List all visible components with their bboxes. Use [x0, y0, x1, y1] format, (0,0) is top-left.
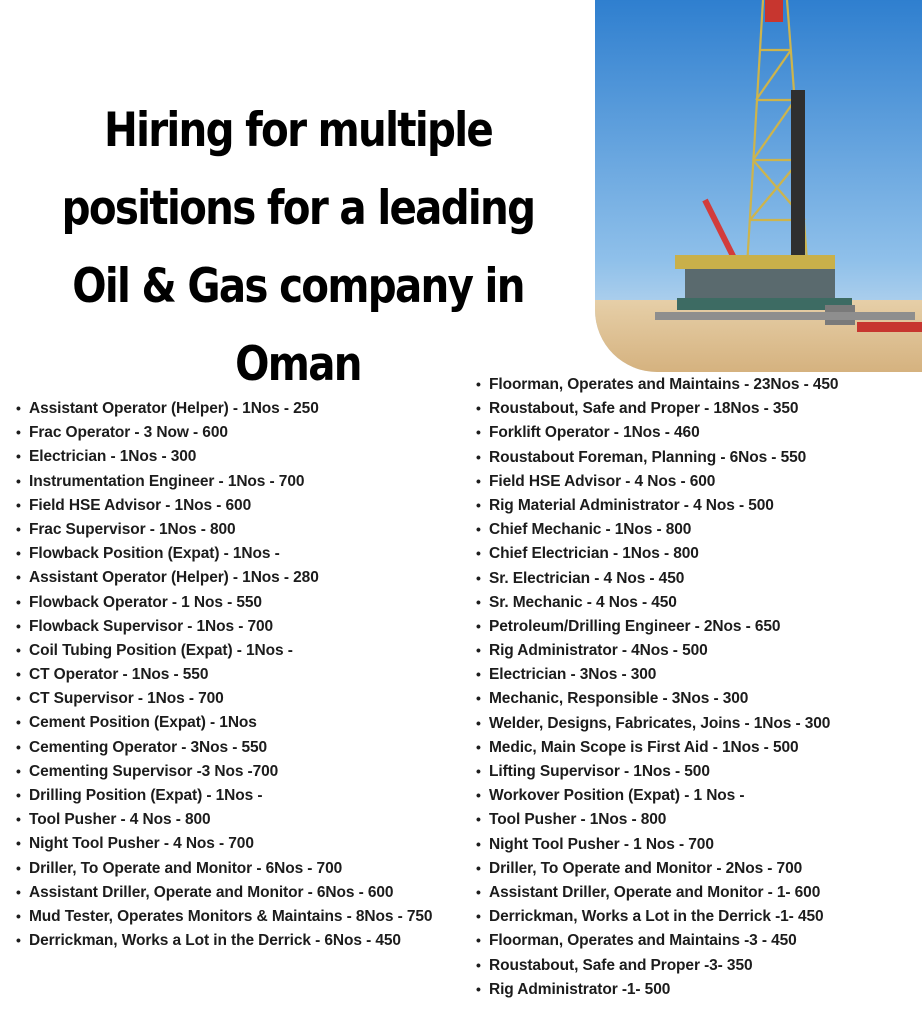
list-item: • Floorman, Operates and Maintains -3 - 450 — [476, 928, 838, 952]
list-item: • Rig Material Administrator - 4 Nos - 500 — [476, 493, 838, 517]
list-item: • Petroleum/Drilling Engineer - 2Nos - 650 — [476, 614, 838, 638]
list-item: • Medic, Main Scope is First Aid - 1Nos - 500 — [476, 735, 838, 759]
list-item: • Mud Tester, Operates Monitors & Maintains - 8Nos - 750 — [16, 904, 432, 928]
list-item: • Drilling Position (Expat) - 1Nos - — [16, 783, 432, 807]
list-item: • Instrumentation Engineer - 1Nos - 700 — [16, 469, 432, 493]
list-item: • Workover Position (Expat) - 1 Nos - — [476, 783, 838, 807]
list-item: • Driller, To Operate and Monitor - 6Nos - 700 — [16, 856, 432, 880]
list-item: • Electrician - 3Nos - 300 — [476, 662, 838, 686]
list-item: • Driller, To Operate and Monitor - 2Nos - 700 — [476, 856, 838, 880]
list-item: • Welder, Designs, Fabricates, Joins - 1Nos - 300 — [476, 711, 838, 735]
list-item: • CT Supervisor - 1Nos - 700 — [16, 686, 432, 710]
list-item: • Tool Pusher - 1Nos - 800 — [476, 807, 838, 831]
list-item: • Night Tool Pusher - 4 Nos - 700 — [16, 831, 432, 855]
list-item: • Assistant Operator (Helper) - 1Nos - 250 — [16, 396, 432, 420]
list-item: • Rig Administrator - 4Nos - 500 — [476, 638, 838, 662]
list-item: • Field HSE Advisor - 1Nos - 600 — [16, 493, 432, 517]
list-item: • Tool Pusher - 4 Nos - 800 — [16, 807, 432, 831]
list-item: • Flowback Position (Expat) - 1Nos - — [16, 541, 432, 565]
list-item: • Forklift Operator - 1Nos - 460 — [476, 420, 838, 444]
page-headline: Hiring for multiple positions for a leading Oil & Gas company in Oman — [61, 103, 535, 392]
list-item: • Sr. Mechanic - 4 Nos - 450 — [476, 590, 838, 614]
list-item: • CT Operator - 1Nos - 550 — [16, 662, 432, 686]
list-item: • Field HSE Advisor - 4 Nos - 600 — [476, 469, 838, 493]
list-item: • Roustabout, Safe and Proper -3- 350 — [476, 953, 838, 977]
oil-rig-photo — [595, 0, 922, 372]
list-item: • Flowback Supervisor - 1Nos - 700 — [16, 614, 432, 638]
list-item: • Derrickman, Works a Lot in the Derrick - 6Nos - 450 — [16, 928, 432, 952]
list-item: • Cementing Supervisor -3 Nos -700 — [16, 759, 432, 783]
list-item: • Assistant Driller, Operate and Monitor - 1- 600 — [476, 880, 838, 904]
list-item: • Assistant Operator (Helper) - 1Nos - 280 — [16, 565, 432, 589]
list-item: • Sr. Electrician - 4 Nos - 450 — [476, 566, 838, 590]
list-item: • Chief Mechanic - 1Nos - 800 — [476, 517, 838, 541]
list-item: • Lifting Supervisor - 1Nos - 500 — [476, 759, 838, 783]
list-item: • Coil Tubing Position (Expat) - 1Nos - — [16, 638, 432, 662]
list-item: • Assistant Driller, Operate and Monitor - 6Nos - 600 — [16, 880, 432, 904]
list-item: • Frac Operator - 3 Now - 600 — [16, 420, 432, 444]
list-item: • Electrician - 1Nos - 300 — [16, 444, 432, 468]
list-item: • Roustabout Foreman, Planning - 6Nos - 550 — [476, 445, 838, 469]
left-positions-list — [16, 396, 432, 952]
oil-rig-illustration — [595, 0, 922, 372]
list-item: • Mechanic, Responsible - 3Nos - 300 — [476, 686, 838, 710]
list-item: • Cement Position (Expat) - 1Nos — [16, 710, 432, 734]
list-item: • Derrickman, Works a Lot in the Derrick -1- 450 — [476, 904, 838, 928]
list-item: • Cementing Operator - 3Nos - 550 — [16, 735, 432, 759]
list-item: • Roustabout, Safe and Proper - 18Nos - 350 — [476, 396, 838, 420]
list-item: • Frac Supervisor - 1Nos - 800 — [16, 517, 432, 541]
list-item: • Floorman, Operates and Maintains - 23Nos - 450 — [476, 372, 838, 396]
list-item: • Chief Electrician - 1Nos - 800 — [476, 541, 838, 565]
list-item: • Flowback Operator - 1 Nos - 550 — [16, 590, 432, 614]
list-item: • Rig Administrator -1- 500 — [476, 977, 838, 1001]
list-item: • Night Tool Pusher - 1 Nos - 700 — [476, 832, 838, 856]
right-positions-list — [476, 372, 838, 1001]
